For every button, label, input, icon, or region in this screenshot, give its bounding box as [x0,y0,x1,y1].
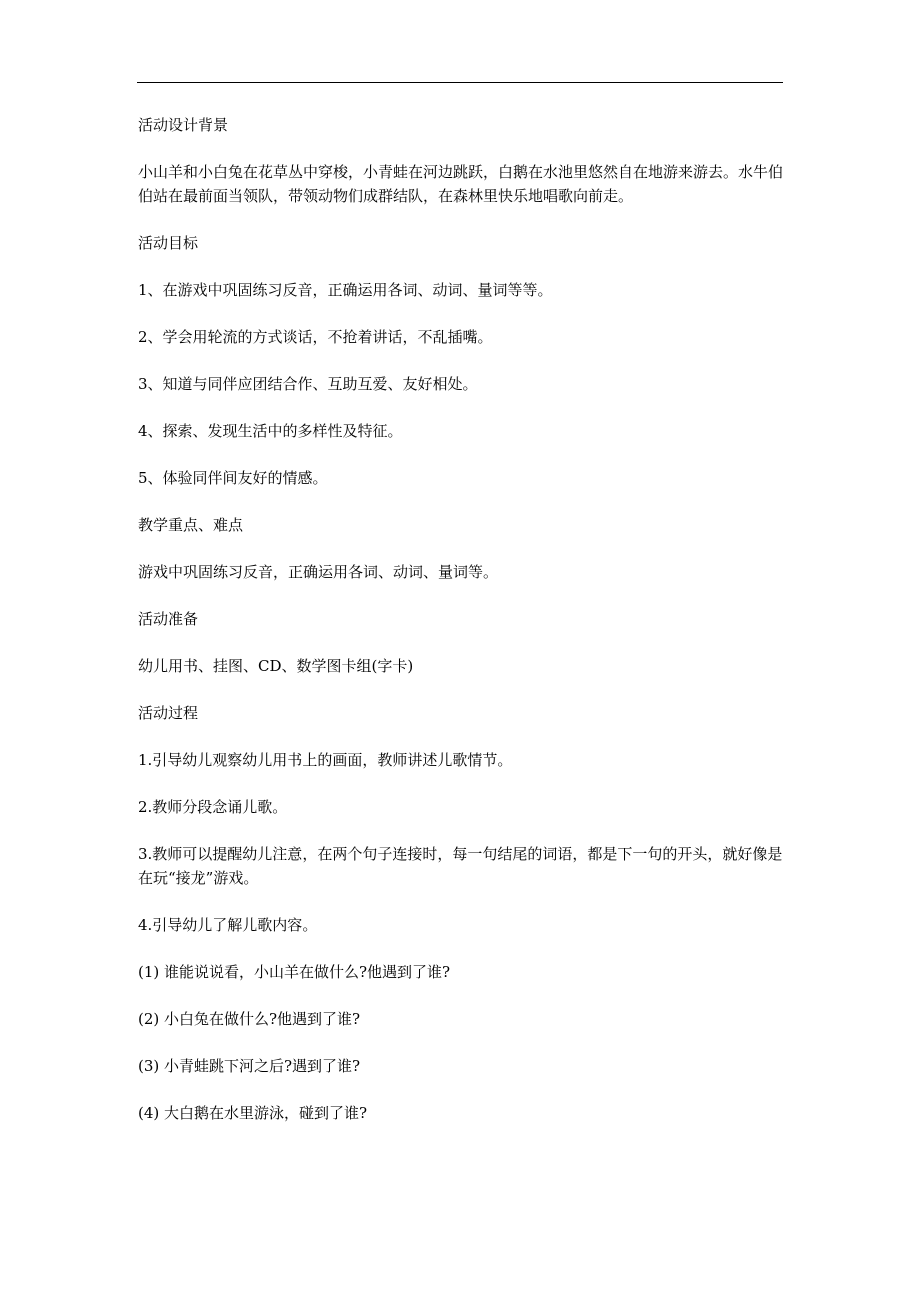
goal-item: 1、在游戏中巩固练习反音，正确运用各词、动词、量词等等。 [138,281,553,299]
heading-key-points: 教学重点、难点 [138,516,244,534]
paragraph-key-points: 游戏中巩固练习反音，正确运用各词、动词、量词等。 [138,563,499,581]
goal-item: 3、知道与同伴应团结合作、互助互爱、友好相处。 [138,375,478,393]
heading-background: 活动设计背景 [138,116,229,134]
header-rule [137,82,783,83]
question-item: (1) 谁能说说看，小山羊在做什么?他遇到了谁? [138,963,451,981]
heading-preparation: 活动准备 [138,610,199,628]
process-step: 1.引导幼儿观察幼儿用书上的画面，教师讲述儿歌情节。 [138,751,513,769]
paragraph-preparation: 幼儿用书、挂图、CD、数学图卡组(字卡) [138,657,414,675]
question-item: (4) 大白鹅在水里游泳，碰到了谁? [138,1104,368,1122]
heading-process: 活动过程 [138,704,199,722]
question-item: (2) 小白兔在做什么?他遇到了谁? [138,1010,361,1028]
goal-item: 2、学会用轮流的方式谈话，不抢着讲话，不乱插嘴。 [138,328,493,346]
goal-item: 4、探索、发现生活中的多样性及特征。 [138,422,403,440]
paragraph-background: 小山羊和小白兔在花草丛中穿梭，小青蛙在河边跳跃，白鹅在水池里悠然自在地游来游去。水牛伯伯站在最前面当领队，带领动物们成群结队，在森林里快乐地唱歌向前走。 [138,163,784,205]
process-step: 3.教师可以提醒幼儿注意，在两个句子连接时，每一句结尾的词语，都是下一句的开头，就好像是在玩“接龙”游戏。 [138,845,783,887]
heading-goals: 活动目标 [138,234,199,252]
process-step: 4.引导幼儿了解儿歌内容。 [138,916,318,934]
document-body [138,113,790,1148]
goal-item: 5、体验同伴间友好的情感。 [138,469,328,487]
process-step: 2.教师分段念诵儿歌。 [138,798,288,816]
question-item: (3) 小青蛙跳下河之后?遇到了谁? [138,1057,361,1075]
